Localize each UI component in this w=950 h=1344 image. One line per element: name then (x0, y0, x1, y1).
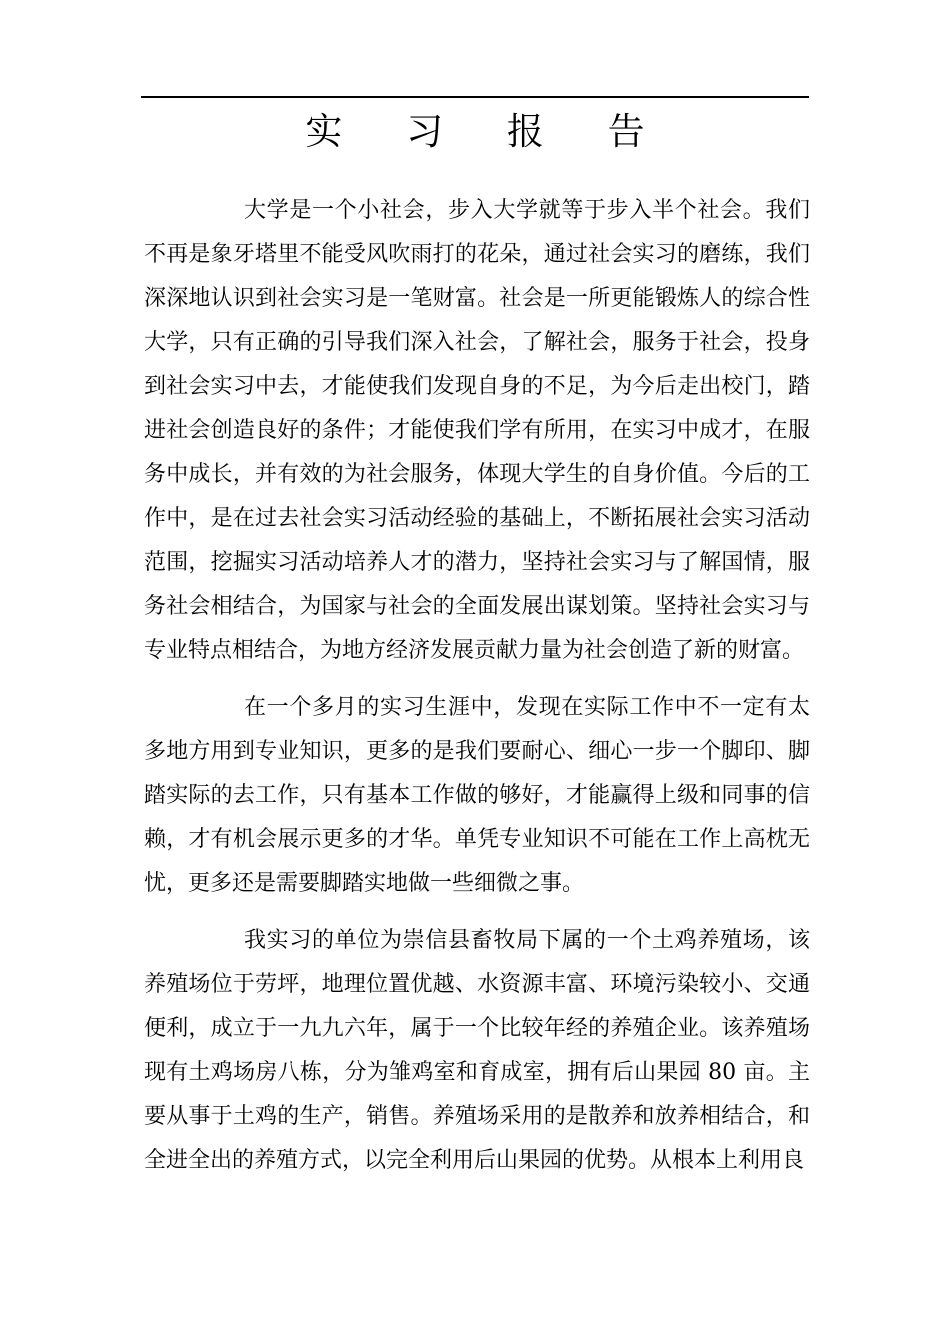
paragraph-3: 我实习的单位为崇信县畜牧局下属的一个土鸡养殖场，该养殖场位于劳坪，地理位置优越、水资源丰富、环境污染较小、交通便利，成立于一九九六年，属于一个比较年经的养殖企业。该养殖场现有土鸡场房八栋，分为雏鸡室和育成室，拥有后山果园 80 亩。主要从事于土鸡的生产，销售。养殖场采用的是散养和放养相结合，和全进全出的养殖方式，以完全利用后山果园的优势。从根本上利用良 (144, 928, 810, 1173)
paragraph-1: 大学是一个小社会，步入大学就等于步入半个社会。我们不再是象牙塔里不能受风吹雨打的花朵，通过社会实习的磨练，我们深深地认识到社会实习是一笔财富。社会是一所更能锻炼人的综合性大学，只有正确的引导我们深入社会，了解社会，服务于社会，投身到社会实习中去，才能使我们发现自身的不足，为今后走出校门，踏进社会创造良好的条件；才能使我们学有所用，在实习中成才，在服务中成长，并有效的为社会服务，体现大学生的自身价值。今后的工作中，是在过去社会实习活动经验的基础上，不断拓展社会实习活动范围，挖掘实习活动培养人才的潜力，坚持社会实习与了解国情，服务社会相结合，为国家与社会的全面发展出谋划策。坚持社会实习与专业特点相结合，为地方经济发展贡献力量为社会创造了新的财富。 (144, 198, 810, 663)
document-body (144, 189, 810, 1196)
paragraph-2: 在一个多月的实习生涯中，发现在实际工作中不一定有太多地方用到专业知识，更多的是我们要耐心、细心一步一个脚印、脚踏实际的去工作，只有基本工作做的够好，才能赢得上级和同事的信赖，才有机会展示更多的才华。单凭专业知识不可能在工作上高枕无忧，更多还是需要脚踏实地做一些细微之事。 (144, 695, 810, 896)
header-rule (141, 96, 809, 98)
page-title: 实 习 报 告 (305, 110, 671, 153)
